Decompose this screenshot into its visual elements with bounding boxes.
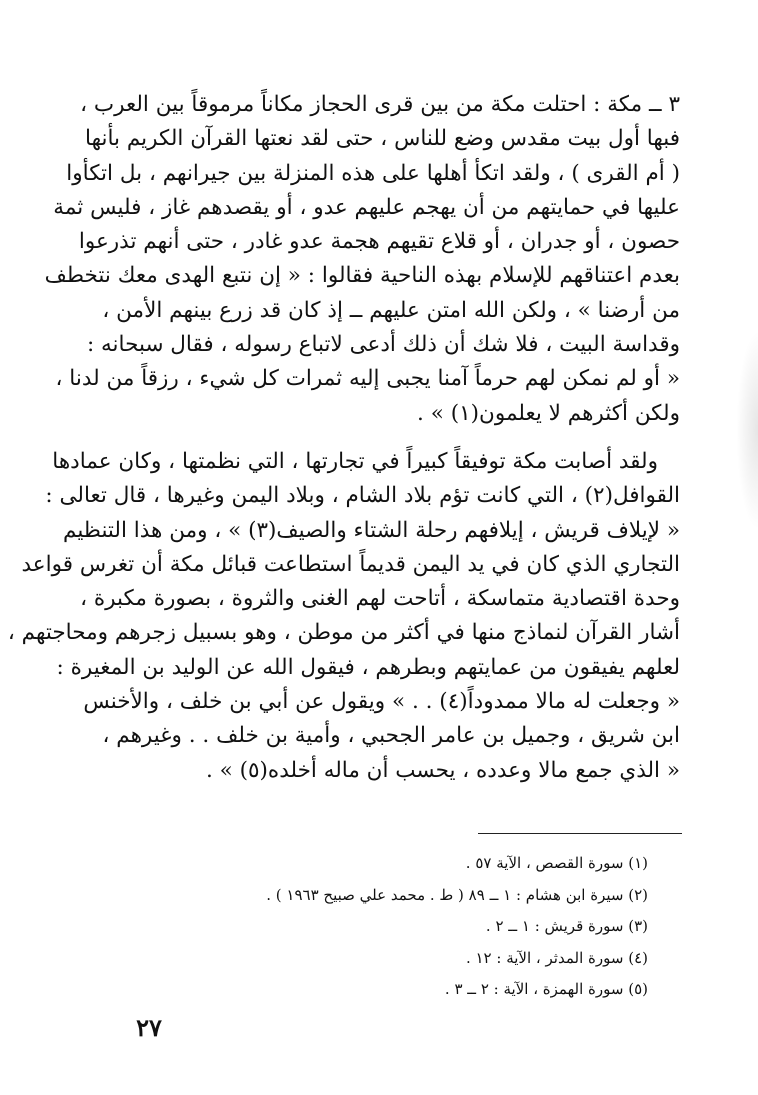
footnote-divider bbox=[478, 833, 682, 834]
footnote: (٥) سورة الهمزة ، الآية : ٢ ــ ٣ . bbox=[444, 980, 648, 998]
paragraph-gap bbox=[138, 431, 680, 445]
text-line: ولكن أكثرهم لا يعلمون(١) » . bbox=[417, 400, 680, 426]
text-line: أشار القرآن لنماذج منها في أكثر من موطن ، وهو بسبيل زجرهم ومحاجتهم ، bbox=[7, 620, 680, 646]
footnote: (١) سورة القصص ، الآية ٥٧ . bbox=[465, 854, 648, 872]
text-line: عليها في حمايتهم من أن يهجم عليهم عدو ، أو يقصدهم غاز ، فليس ثمة bbox=[53, 194, 680, 220]
text-line: من أرضنا » ، ولكن الله امتن عليهم ــ إذ كان قد زرع بينهم الأمن ، bbox=[102, 297, 680, 323]
page-number: ٢٧ bbox=[136, 1013, 162, 1042]
text-line: التجاري الذي كان في يد اليمن قديماً استطاعت قبائل مكة أن تغرس قواعد bbox=[21, 551, 680, 577]
footnote: (٤) سورة المدثر ، الآية : ١٢ . bbox=[465, 948, 648, 967]
text-line: حصون ، أو جدران ، أو قلاع تقيهم هجمة عدو غادر ، حتى أنهم تذرعوا bbox=[78, 229, 680, 255]
footnote: (٣) سورة قريش : ١ ــ ٢ . bbox=[485, 917, 648, 935]
text-line: « أو لم نمكن لهم حرماً آمنا يجبى إليه ثمرات كل شيء ، رزقاً من لدنا ، bbox=[55, 366, 680, 392]
text-line: ابن شريق ، وجميل بن عامر الجحبي ، وأمية بن خلف . . وغيرهم ، bbox=[102, 723, 680, 749]
paragraph-2 bbox=[7, 445, 680, 788]
text-line: « لإيلاف قريش ، إيلافهم رحلة الشتاء والصيف(٣) » ، ومن هذا التنظيم bbox=[63, 517, 680, 543]
text-line: « وجعلت له مالا ممدوداً(٤) . . » ويقول عن أبي بن خلف ، والأخنس bbox=[83, 689, 680, 715]
text-line: ٣ ــ مكة : احتلت مكة من بين قرى الحجاز مكاناً مرموقاً بين العرب ، bbox=[80, 92, 680, 117]
footnotes bbox=[230, 848, 648, 1006]
text-line: « الذي جمع مالا وعدده ، يحسب أن ماله أخلده(٥) » . bbox=[205, 757, 680, 783]
footnote: (٢) سيرة ابن هشام : ١ ــ ٨٩ ( ط . محمد علي صبيح ١٩٦٣ ) . bbox=[266, 885, 648, 904]
text-line: ولقد أصابت مكة توفيقاً كبيراً في تجارتها ، التي نظمتها ، وكان عمادها bbox=[52, 448, 658, 474]
text-line: وحدة اقتصادية متماسكة ، أتاحت لهم الغنى والثروة ، بصورة مكبرة ، bbox=[80, 586, 680, 612]
text-line: بعدم اعتناقهم للإسلام بهذه الناحية فقالوا : « إن نتبع الهدى معك نتخطف bbox=[44, 263, 680, 289]
text-line: وقداسة البيت ، فلا شك أن ذلك أدعى لاتباع رسوله ، فقال سبحانه : bbox=[86, 332, 680, 358]
text-line: القوافل(٢) ، التي كانت تؤم بلاد الشام ، وبلاد اليمن وغيرها ، قال تعالى : bbox=[45, 483, 680, 509]
main-text bbox=[7, 88, 680, 788]
text-line: ( أم القرى ) ، ولقد اتكأ أهلها على هذه المنزلة بين جيرانهم ، بل اتكأوا bbox=[66, 160, 680, 186]
text-line: لعلهم يفيقون من عمايتهم وبطرهم ، فيقول الله عن الوليد بن المغيرة : bbox=[56, 654, 680, 680]
scan-shadow bbox=[736, 330, 758, 530]
text-line: فبها أول بيت مقدس وضع للناس ، حتى لقد نعتها القرآن الكريم بأنها bbox=[85, 126, 680, 152]
paragraph-1 bbox=[44, 88, 680, 431]
